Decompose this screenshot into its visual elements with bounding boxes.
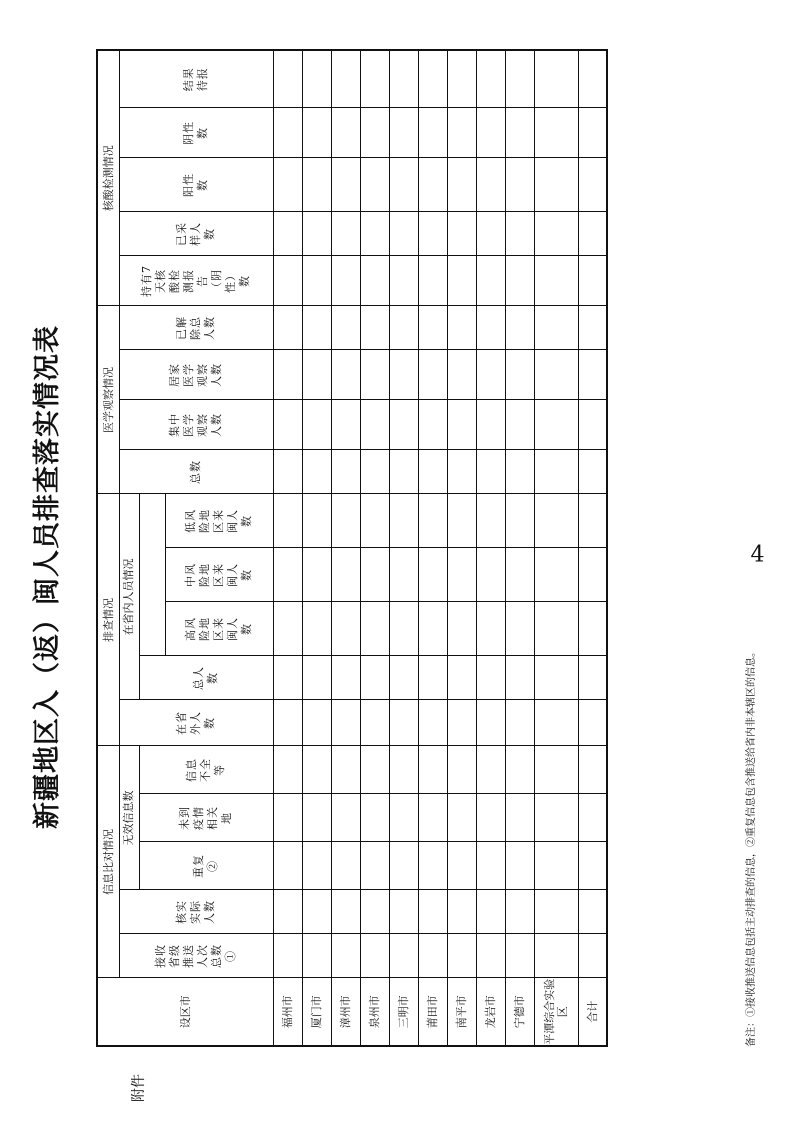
header-out-of-province: 在省外人数 [175, 711, 216, 735]
page-number: 4 [750, 542, 765, 568]
header-incomplete: 信息不全等 [185, 758, 226, 782]
header-sampled: 已采样人数 [175, 222, 216, 246]
header-positive: 阳性数 [182, 173, 209, 197]
row-label-putian: 莆田市 [418, 978, 447, 1046]
header-negative: 阴性数 [182, 121, 209, 145]
header-nucleic: 核酸检测情况 [97, 50, 119, 306]
header-in-province-total: 总人数 [192, 666, 219, 690]
header-high-risk: 高风险地区来闽人数 [184, 617, 253, 641]
row-label-xiamen: 厦门市 [302, 978, 331, 1046]
header-in-province: 在省内人员情况 [119, 494, 139, 700]
header-verified: 核实实际人数 [175, 900, 216, 924]
page-title: 新疆地区入（返）闽人员排查落实情况表 [32, 325, 63, 829]
header-medical-obs: 医学观察情况 [97, 306, 119, 494]
header-mid-risk: 中风险地区来闽人数 [184, 563, 253, 587]
row-label-total: 合计 [578, 978, 607, 1046]
row-label-zhangzhou: 漳州市 [331, 978, 360, 1046]
header-centralized: 集中医学观察人数 [168, 413, 223, 437]
header-district: 设区市 [97, 978, 273, 1046]
header-invalid-info: 无效信息数 [119, 746, 139, 890]
header-received: 接收省级推送人次总数① [154, 944, 237, 968]
row-label-fuzhou: 福州市 [273, 978, 302, 1046]
header-released: 已解除总人数 [175, 316, 216, 340]
header-duplicate: 重复② [192, 854, 219, 878]
attachment-label: 附件 [131, 1074, 147, 1102]
header-info-compare: 信息比对情况 [97, 746, 119, 978]
row-label-longyan: 龙岩市 [476, 978, 505, 1046]
header-risk-group [139, 494, 165, 656]
row-label-sanming: 三明市 [389, 978, 418, 1046]
header-has-7day: 持有7天核酸检测报告（阴性）数 [140, 265, 251, 297]
row-label-ningde: 宁德市 [505, 978, 534, 1046]
row-label-quanzhou: 泉州市 [360, 978, 389, 1046]
header-low-risk: 低风险地区来闽人数 [184, 509, 253, 533]
survey-table [96, 49, 608, 1047]
header-not-in-fj: 未到疫情相关地 [178, 806, 233, 830]
header-investigation: 排查情况 [97, 494, 119, 746]
row-label-pingtan: 平潭综合实验区 [534, 978, 578, 1046]
header-obs-total: 总数 [189, 460, 202, 484]
table-note: 备注：①接收推送信息包括主动排查的信息，②重复信息包含推送给省内非本辖区的信息。 [746, 647, 757, 1047]
row-label-nanping: 南平市 [447, 978, 476, 1046]
header-home: 居家医学观察人数 [168, 363, 223, 387]
header-pending: 结果待报 [182, 67, 209, 92]
